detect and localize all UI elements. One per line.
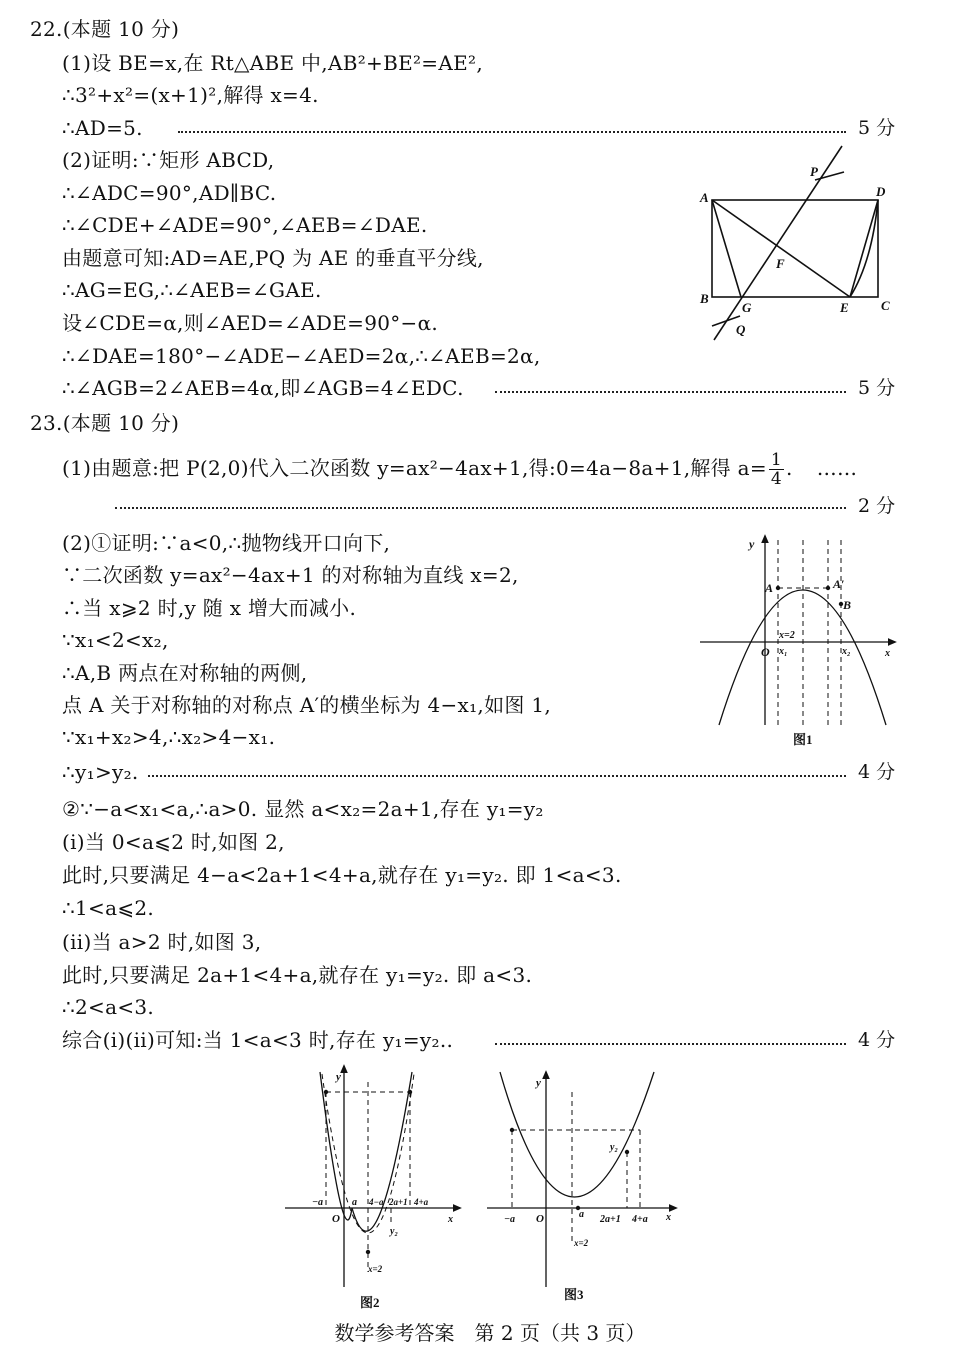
q22-header: 22.(本题 10 分)	[30, 17, 180, 41]
label-a: A	[765, 581, 774, 595]
line-pq	[714, 146, 842, 340]
q23-line-1	[62, 451, 857, 488]
label-origin: O	[332, 1213, 340, 1225]
label-d: D	[876, 184, 886, 199]
label-minus-a: −a	[312, 1197, 324, 1208]
label-g: G	[742, 300, 752, 315]
q23-header: 23.(本题 10 分)	[30, 411, 180, 435]
label-axis: x=2	[368, 1264, 383, 1274]
q22-line-8: ∴AG=EG,∴∠AEB=∠GAE.	[62, 278, 322, 302]
q23-line-8: ∵x₁+x₂>4,∴x₂>4−x₁.	[62, 725, 276, 749]
label-p: P	[810, 164, 818, 179]
leader-dots	[148, 775, 846, 777]
fraction-numerator: 1	[770, 450, 783, 470]
q23-line-3: ∵二次函数 y=ax²−4ax+1 的对称轴为直线 x=2,	[62, 563, 519, 587]
q23-line-16: ∴2<a<3.	[62, 995, 155, 1019]
leader-dots	[495, 391, 846, 393]
label-4-minus-a: 4−a	[369, 1197, 384, 1207]
label-4-plus-a: 4+a	[632, 1214, 648, 1225]
label-y2: y₂	[610, 1142, 618, 1153]
q22-line-11: ∴∠AGB=2∠AEB=4α,即∠AGB=4∠EDC.	[62, 376, 464, 400]
q23-score-1: 2 分	[858, 495, 896, 517]
q23-line-14: (ii)当 a>2 时,如图 3,	[62, 930, 262, 954]
q22-score-2: 5 分	[858, 377, 896, 399]
label-e: E	[840, 300, 849, 315]
label-axis: x=2	[574, 1238, 589, 1248]
q23-line-7: 点 A 关于对称轴的对称点 A′的横坐标为 4−x₁,如图 1,	[62, 693, 552, 717]
point-right-top	[408, 1090, 412, 1094]
q23-line-5: ∵x₁<2<x₂,	[62, 628, 169, 652]
label-origin: O	[761, 645, 770, 659]
label-b: B	[700, 291, 709, 306]
page-footer: 数学参考答案 第 2 页（共 3 页）	[334, 1321, 646, 1345]
figure-1	[695, 530, 900, 750]
q22-rectangle-figure	[690, 140, 900, 350]
q23-line-1-end: .	[786, 456, 793, 480]
q23-line-1-dots: ……	[816, 456, 858, 480]
q22-line-3: ∴AD=5.	[62, 116, 143, 140]
q23-line-10: ②∵−a<x₁<a,∴a>0. 显然 a<x₂=2a+1,存在 y₁=y₂	[62, 797, 544, 821]
label-a: a	[579, 1209, 584, 1220]
q22-line-1: (1)设 BE=x,在 Rt△ABE 中,AB²+BE²=AE²,	[62, 51, 483, 75]
label-4-plus-a: 4+a	[414, 1197, 429, 1207]
q23-line-9: ∴y₁>y₂.	[62, 760, 139, 784]
segment-ae	[712, 200, 850, 297]
leader-dots	[495, 1043, 846, 1045]
q23-line-6: ∴A,B 两点在对称轴的两侧,	[62, 661, 308, 685]
q23-score-3: 4 分	[858, 1029, 896, 1051]
label-x: x	[666, 1212, 671, 1223]
q23-line-17: 综合(i)(ii)可知:当 1<a<3 时,存在 y₁=y₂..	[62, 1028, 454, 1052]
point-a	[776, 586, 780, 590]
segment-ag	[712, 200, 741, 297]
label-y: y	[336, 1071, 341, 1083]
figure-2	[280, 1062, 465, 1317]
q22-line-2: ∴3²+x²=(x+1)²,解得 x=4.	[62, 83, 319, 107]
q22-line-7: 由题意可知:AD=AE,PQ 为 AE 的垂直平分线,	[62, 246, 484, 270]
caption-figure-1: 图1	[793, 732, 813, 747]
parabola-1-right	[352, 1072, 412, 1231]
label-axis: x=2	[779, 630, 795, 641]
label-a: A	[700, 190, 709, 205]
label-x2: x₂	[842, 646, 851, 657]
q22-line-4: (2)证明:∵矩形 ABCD,	[62, 148, 275, 172]
caption-figure-3: 图3	[564, 1287, 584, 1302]
point-left-top	[324, 1090, 328, 1094]
q23-score-2: 4 分	[858, 761, 896, 783]
q23-line-4: ∴当 x⩾2 时,y 随 x 增大而减小.	[62, 596, 357, 620]
q23-line-15: 此时,只要满足 2a+1<4+a,就存在 y₁=y₂. 即 a<3.	[62, 963, 533, 987]
point-a-prime	[826, 586, 830, 590]
q23-line-11: (i)当 0<a⩽2 时,如图 2,	[62, 830, 285, 854]
point-vertex	[366, 1250, 370, 1254]
label-y: y	[536, 1077, 541, 1089]
label-x: x	[885, 648, 890, 659]
segment-de	[850, 200, 878, 297]
label-x1: x₁	[779, 646, 788, 657]
q22-line-6: ∴∠CDE+∠ADE=90°,∠AEB=∠DAE.	[62, 213, 428, 237]
q23-line-12: 此时,只要满足 4−a<2a+1<4+a,就存在 y₁=y₂. 即 1<a<3.	[62, 863, 622, 887]
point-left	[510, 1128, 514, 1132]
label-a: a	[352, 1197, 357, 1208]
caption-figure-2: 图2	[360, 1295, 380, 1310]
label-minus-a: −a	[504, 1214, 516, 1225]
q22-line-5: ∴∠ADC=90°,AD∥BC.	[62, 181, 277, 205]
label-2a-plus-1: 2a+1	[600, 1214, 621, 1225]
parabola-curve	[500, 1072, 654, 1197]
q23-line-1-text: (1)由题意:把 P(2,0)代入二次函数 y=ax²−4ax+1,得:0=4a−8a+1,解得 a=	[62, 456, 767, 480]
label-origin: O	[536, 1213, 544, 1225]
fraction-denominator: 4	[770, 469, 783, 489]
q23-line-13: ∴1<a⩽2.	[62, 896, 155, 920]
figure-3	[482, 1062, 682, 1317]
fraction-one-quarter	[769, 451, 784, 488]
point-y2	[625, 1150, 629, 1154]
leader-dots	[178, 131, 846, 133]
label-2a-plus-1: 2a+1	[389, 1197, 408, 1207]
label-a-prime: A′	[833, 577, 845, 591]
label-y2: y₂	[390, 1226, 398, 1237]
label-q: Q	[736, 322, 746, 337]
q23-line-2: (2)①证明:∵a<0,∴抛物线开口向下,	[62, 531, 391, 555]
q22-score-1: 5 分	[858, 117, 896, 139]
label-c: C	[881, 298, 890, 313]
leader-dots	[115, 507, 846, 509]
q22-line-9: 设∠CDE=α,则∠AED=∠ADE=90°−α.	[62, 311, 439, 335]
label-b: B	[843, 598, 852, 612]
label-y: y	[749, 537, 755, 551]
q22-line-10: ∴∠DAE=180°−∠ADE−∠AED=2α,∴∠AEB=2α,	[62, 344, 541, 368]
arc-mark-p	[815, 172, 844, 180]
label-f: F	[776, 256, 785, 271]
label-x: x	[448, 1214, 453, 1225]
